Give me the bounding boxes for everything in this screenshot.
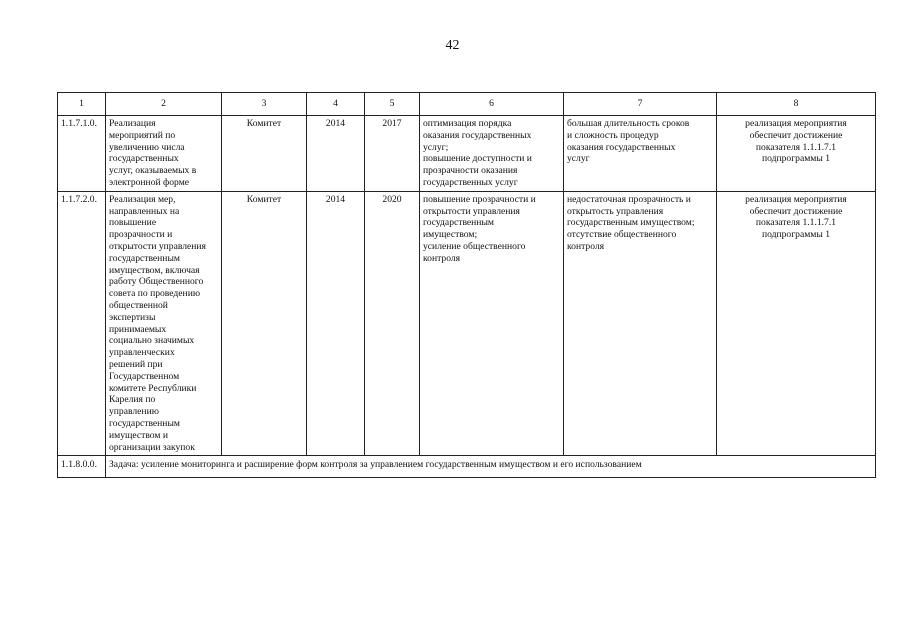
measure-name: Реализация мероприятий по увеличению числа государственных услуг, оказываемых в электронной форме (106, 116, 222, 192)
measure-start-year: 2014 (307, 191, 365, 456)
table-header-row (58, 93, 876, 116)
task-code: 1.1.8.0.0. (58, 456, 106, 478)
header-cell: 7 (564, 93, 717, 116)
measure-executor: Комитет (222, 116, 307, 192)
header-cell: 1 (58, 93, 106, 116)
measure-code: 1.1.7.1.0. (58, 116, 106, 192)
measure-risk: большая длительность сроков и сложность процедур оказания государственных услуг (564, 116, 717, 192)
measure-start-year: 2014 (307, 116, 365, 192)
header-cell: 2 (106, 93, 222, 116)
measure-end-year: 2017 (365, 116, 420, 192)
measure-expected-result: оптимизация порядка оказания государственных услуг; повышение доступности и прозрачности оказания государственных услуг (420, 116, 564, 192)
header-cell: 6 (420, 93, 564, 116)
measure-end-year: 2020 (365, 191, 420, 456)
measure-risk: недостаточная прозрачность и открытость управления государственным имуществом; отсутствие общественного контроля (564, 191, 717, 456)
measure-name: Реализация мер, направленных на повышение прозрачности и открытости управления государственным имуществом, включая работу Общественного совета по проведению общественной экспертизы принимаемых социально значимых управленческих решений при Государственном комитете Республики Карелия по управлению государственным имуществом и организации закупок (106, 191, 222, 456)
header-cell: 4 (307, 93, 365, 116)
task-row (58, 456, 876, 478)
measure-indicator-link: реализация мероприятия обеспечит достижение показателя 1.1.1.7.1 подпрограммы 1 (717, 191, 876, 456)
measure-executor: Комитет (222, 191, 307, 456)
measure-indicator-link: реализация мероприятия обеспечит достижение показателя 1.1.1.7.1 подпрограммы 1 (717, 116, 876, 192)
table-row (58, 116, 876, 192)
table-row (58, 191, 876, 456)
task-text: Задача: усиление мониторинга и расширение форм контроля за управлением государственным имуществом и его использованием (106, 456, 876, 478)
measure-code: 1.1.7.2.0. (58, 191, 106, 456)
header-cell: 3 (222, 93, 307, 116)
measures-table (57, 92, 876, 478)
measure-expected-result: повышение прозрачности и открытости управления государственным имуществом; усиление общественного контроля (420, 191, 564, 456)
header-cell: 8 (717, 93, 876, 116)
header-cell: 5 (365, 93, 420, 116)
page-number: 42 (445, 38, 460, 53)
